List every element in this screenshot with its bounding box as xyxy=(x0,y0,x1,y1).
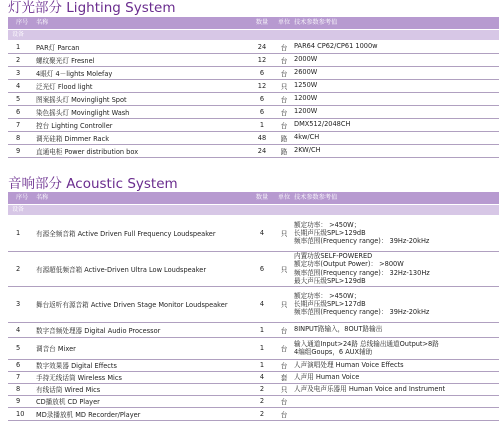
row-spec xyxy=(294,66,317,79)
subheader-label: 设备 xyxy=(12,206,25,213)
acoustic-subheader xyxy=(8,205,499,215)
row-name: CD播放机 CD Player xyxy=(36,398,100,406)
acoustic-section-title: 音响部分 Acoustic System xyxy=(8,176,178,192)
row-qty: 6 xyxy=(259,107,265,116)
row-name: 泛光灯 Flood light xyxy=(36,82,93,91)
spec-line: 频率范围(Frequency range)： 39Hz-20kHz xyxy=(294,308,430,317)
row-unit: 只 xyxy=(280,265,288,274)
table-row xyxy=(8,407,499,421)
table-row xyxy=(8,118,499,132)
row-name: 有线话筒 Wired Mics xyxy=(36,386,101,394)
table-row xyxy=(8,144,499,158)
row-unit: 台 xyxy=(280,398,288,406)
row-name: 控台 Lighting Controller xyxy=(36,121,113,130)
header-qty: 数量 xyxy=(255,19,269,26)
header-name: 名称 xyxy=(36,194,49,201)
header-unit: 单位 xyxy=(277,19,291,26)
row-qty: 2 xyxy=(259,397,265,405)
row-name: 图案摇头灯 Movinglight Spot xyxy=(36,95,127,104)
row-qty: 2 xyxy=(259,385,265,393)
row-spec xyxy=(294,383,445,395)
row-name: 螺纹聚光灯 Fresnel xyxy=(36,56,95,65)
row-number: 9 xyxy=(16,146,21,155)
row-qty: 6 xyxy=(259,68,265,77)
row-unit: 只 xyxy=(280,82,288,91)
spec-line: 2000W xyxy=(294,55,318,64)
row-name: 数字音频处理器 Digital Audio Processor xyxy=(36,326,161,335)
row-qty: 1 xyxy=(259,325,265,334)
row-qty: 12 xyxy=(257,81,267,90)
spec-line: 内置功放SELF-POWERED xyxy=(294,252,373,261)
row-unit: 台 xyxy=(280,362,288,370)
table-row xyxy=(8,66,499,80)
row-qty: 4 xyxy=(259,300,265,308)
spec-line: 2KW/CH xyxy=(294,146,321,155)
spec-line: 4编组Goups，6 AUX辅助 xyxy=(294,348,373,356)
row-unit: 只 xyxy=(280,386,288,394)
spec-line: 人声用 Human Voice xyxy=(294,372,360,381)
table-row xyxy=(8,40,499,54)
row-unit: 台 xyxy=(280,108,288,117)
row-unit: 路 xyxy=(280,134,288,143)
row-unit: 台 xyxy=(280,69,288,78)
table-row xyxy=(8,322,499,338)
row-spec xyxy=(294,322,382,337)
row-unit: 台 xyxy=(280,410,288,419)
header-spec: 技术参数参考值 xyxy=(294,194,338,201)
row-unit: 台 xyxy=(280,121,288,130)
row-unit: 台 xyxy=(280,56,288,65)
row-name: 直通电柜 Power distribution box xyxy=(36,147,139,156)
row-name: 有源超低频音箱 Active-Driven Ultra Low Loudspeaker xyxy=(36,265,207,274)
row-unit: 台 xyxy=(280,43,288,52)
spec-line: 额定功率(Output Power)： >800W xyxy=(294,260,404,269)
acoustic-table-header xyxy=(8,192,499,204)
row-name: 手持无线话筒 Wireless Mics xyxy=(36,374,122,382)
spec-line: 1200W xyxy=(294,107,318,116)
row-spec xyxy=(294,371,359,383)
header-unit: 单位 xyxy=(277,194,291,201)
row-unit: 台 xyxy=(280,95,288,104)
row-spec xyxy=(294,40,378,53)
row-number: 1 xyxy=(16,42,21,51)
row-unit: 台 xyxy=(280,345,288,353)
row-spec xyxy=(294,105,317,118)
row-name: 调光硅箱 Dimmer Rack xyxy=(36,134,110,143)
row-spec xyxy=(294,131,319,144)
spec-line: 4kw/CH xyxy=(294,133,320,142)
row-qty: 1 xyxy=(259,344,265,352)
row-unit: 台 xyxy=(280,326,288,335)
header-no: 序号 xyxy=(16,19,29,26)
spec-line: 输入通道Input>24路 总线输出通道Output>8路 xyxy=(294,339,439,348)
table-row xyxy=(8,215,499,252)
row-number: 6 xyxy=(16,361,21,369)
row-spec xyxy=(294,251,430,286)
header-no: 序号 xyxy=(16,194,29,201)
row-number: 7 xyxy=(16,373,21,381)
lighting-section-title: 灯光部分 Lighting System xyxy=(8,0,176,16)
row-unit: 路 xyxy=(280,147,288,156)
row-number: 3 xyxy=(16,300,21,308)
subheader-label: 设备 xyxy=(12,31,25,38)
row-number: 9 xyxy=(16,397,21,405)
spec-line: 1250W xyxy=(294,81,318,90)
spec-line: 长期声压级SPL>127dB xyxy=(294,299,366,308)
row-qty: 1 xyxy=(259,361,265,369)
row-spec xyxy=(294,337,439,359)
row-number: 2 xyxy=(16,264,21,273)
spec-line: 8INPUT路输入，8OUT路输出 xyxy=(294,325,383,334)
spec-line: 1200W xyxy=(294,94,318,103)
row-name: 4眼灯 4－lights Molefay xyxy=(36,69,113,78)
row-spec xyxy=(294,144,321,157)
table-row xyxy=(8,92,499,106)
row-number: 8 xyxy=(16,133,21,142)
row-name: 有源全频音箱 Active Driven Full Frequency Loudspeaker xyxy=(36,230,216,238)
row-spec xyxy=(294,215,429,251)
row-name: MD录播放机 MD Recorder/Player xyxy=(36,410,141,419)
row-number: 5 xyxy=(16,94,21,103)
row-number: 5 xyxy=(16,344,21,352)
row-name: 染色摇头灯 Movinglight Wash xyxy=(36,108,130,117)
row-number: 10 xyxy=(16,409,25,418)
row-qty: 2 xyxy=(259,409,265,418)
spec-line: DMX512/2048CH xyxy=(294,120,351,129)
row-unit: 只 xyxy=(280,301,288,309)
table-row xyxy=(8,337,499,360)
row-number: 6 xyxy=(16,107,21,116)
spec-line: 额定功率： >450W； xyxy=(294,220,361,229)
row-qty: 12 xyxy=(257,55,267,64)
row-name: 数字效果器 Digital Effects xyxy=(36,362,117,370)
header-qty: 数量 xyxy=(255,194,269,201)
row-qty: 4 xyxy=(259,373,265,381)
row-name: 舞台返听有源音箱 Active Driven Stage Monitor Loudspeaker xyxy=(36,301,228,309)
table-row xyxy=(8,251,499,287)
row-qty: 24 xyxy=(257,146,267,155)
row-spec xyxy=(294,359,404,371)
row-qty: 6 xyxy=(259,264,265,273)
row-spec xyxy=(294,286,429,322)
row-qty: 24 xyxy=(257,42,267,51)
row-qty: 6 xyxy=(259,94,265,103)
spec-line: 频率范围(Frequency range)： 39Hz-20kHz xyxy=(294,237,430,246)
row-name: PAR灯 Parcan xyxy=(36,43,80,52)
lighting-subheader xyxy=(8,30,499,40)
row-spec xyxy=(294,79,317,92)
row-unit: 套 xyxy=(280,374,288,382)
spec-line: 最大声压级SPL>129dB xyxy=(294,276,366,285)
spec-line: 人声及电声乐器用 Human Voice and Instrument xyxy=(294,384,446,393)
table-row xyxy=(8,79,499,93)
row-number: 3 xyxy=(16,68,21,77)
table-row xyxy=(8,105,499,119)
lighting-table-header xyxy=(8,17,499,29)
spec-line: 2600W xyxy=(294,68,318,77)
table-row xyxy=(8,286,499,323)
spec-line: 频率范围(Frequency range)： 32Hz-130Hz xyxy=(294,268,430,277)
table-row xyxy=(8,53,499,67)
row-number: 2 xyxy=(16,55,21,64)
row-number: 8 xyxy=(16,385,21,393)
row-unit: 只 xyxy=(280,230,288,238)
spec-line: 长期声压级SPL>129dB xyxy=(294,228,366,237)
header-name: 名称 xyxy=(36,19,49,26)
row-qty: 4 xyxy=(259,229,265,237)
row-number: 4 xyxy=(16,325,21,334)
row-number: 4 xyxy=(16,81,21,90)
row-name: 调音台 Mixer xyxy=(36,345,76,353)
row-qty: 1 xyxy=(259,120,265,129)
spec-line: PAR64 CP62/CP61 1000w xyxy=(294,42,378,51)
table-row xyxy=(8,131,499,145)
spec-line: 人声演唱处理 Human Voice Effects xyxy=(294,360,404,369)
header-spec: 技术参数参考值 xyxy=(294,19,338,26)
row-qty: 48 xyxy=(257,133,267,142)
row-spec xyxy=(294,53,317,66)
spec-line: 额定功率： >450W； xyxy=(294,291,361,300)
row-number: 7 xyxy=(16,120,21,129)
row-spec xyxy=(294,118,350,131)
row-number: 1 xyxy=(16,229,21,237)
row-spec xyxy=(294,92,317,105)
